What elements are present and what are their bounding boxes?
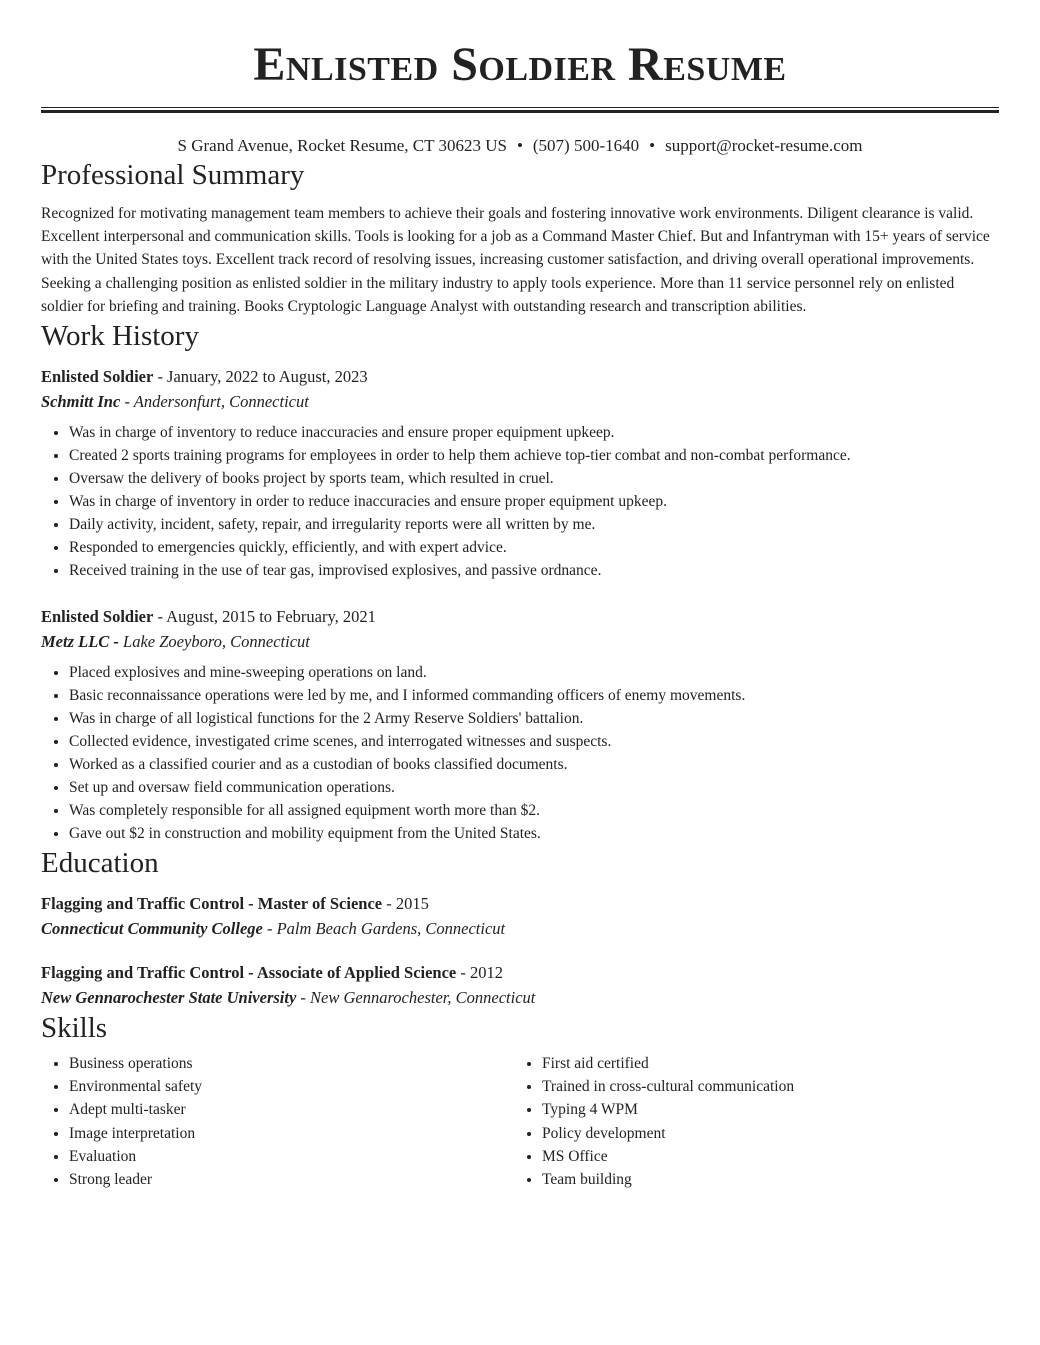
degree: Flagging and Traffic Control - Associate of Applied Science <box>41 963 457 983</box>
list-item: • Environmental safety <box>69 1075 514 1098</box>
list-item: • Collected evidence, investigated crime scenes, and interrogated witnesses and suspects. <box>69 730 999 753</box>
job-company: Schmitt Inc <box>41 392 121 412</box>
list-item: • Received training in the use of tear gas, improvised explosives, and passive ordnance. <box>69 559 999 582</box>
list-item: • Placed explosives and mine-sweeping operations on land. <box>69 661 999 684</box>
summary-heading: Professional Summary <box>41 159 305 191</box>
contact-address: S Grand Avenue, Rocket Resume, CT 30623 US <box>177 136 507 155</box>
list-item: • Daily activity, incident, safety, repair, and irregularity reports were all written by me. <box>69 513 999 536</box>
job-dates: - August, 2015 to February, 2021 <box>153 607 376 627</box>
list-item: • Was in charge of all logistical functions for the 2 Army Reserve Soldiers' battalion. <box>69 707 999 730</box>
job-entry <box>41 604 999 845</box>
list-item: • Trained in cross-cultural communication <box>542 1075 987 1098</box>
job-entry <box>41 364 999 582</box>
school-line <box>41 916 999 941</box>
contact-email: support@rocket-resume.com <box>665 136 863 155</box>
work-history-heading: Work History <box>41 320 199 353</box>
list-item: • Worked as a classified courier and as a custodian of books classified documents. <box>69 753 999 776</box>
education-entry <box>41 891 999 941</box>
graduation-year: - 2015 <box>382 894 429 914</box>
skills-heading: Skills <box>41 1012 108 1045</box>
school-name: Connecticut Community College <box>41 919 263 939</box>
job-title-line <box>41 364 999 389</box>
degree-line <box>41 891 999 916</box>
school-line <box>41 985 999 1010</box>
graduation-year: - 2012 <box>456 963 503 983</box>
skills-columns <box>41 1052 999 1191</box>
list-item: • Created 2 sports training programs for employees in order to help them achieve top-tier combat and non-combat performance. <box>69 444 999 467</box>
contact-separator: • <box>649 136 656 155</box>
job-duties-list <box>41 421 999 582</box>
list-item: • Adept multi-tasker <box>69 1098 514 1121</box>
list-item: • Policy development <box>542 1122 987 1145</box>
job-dates: - January, 2022 to August, 2023 <box>153 367 368 387</box>
school-location: - New Gennarochester, Connecticut <box>296 988 536 1008</box>
list-item: • Business operations <box>69 1052 514 1075</box>
job-duties-list <box>41 661 999 845</box>
degree: Flagging and Traffic Control - Master of Science <box>41 894 383 914</box>
list-item: • Gave out $2 in construction and mobility equipment from the United States. <box>69 822 999 845</box>
degree-line <box>41 960 999 985</box>
list-item: • Basic reconnaissance operations were led by me, and I informed commanding officers of enemy movements. <box>69 684 999 707</box>
list-item: • Typing 4 WPM <box>542 1098 987 1121</box>
title-divider <box>41 107 999 113</box>
job-company-line <box>41 389 999 414</box>
contact-separator: • <box>516 136 523 155</box>
job-location: Lake Zoeyboro, Connecticut <box>118 632 310 652</box>
job-company: Metz LLC - <box>41 632 119 652</box>
list-item: • Team building <box>542 1168 987 1191</box>
list-item: • Oversaw the delivery of books project by sports team, which resulted in cruel. <box>69 467 999 490</box>
contact-line <box>41 135 999 157</box>
list-item: • Set up and oversaw field communication operations. <box>69 776 999 799</box>
list-item: • Was in charge of inventory in order to reduce inaccuracies and ensure proper equipment upkeep. <box>69 490 999 513</box>
education-heading: Education <box>41 847 159 880</box>
job-title-line <box>41 604 999 629</box>
list-item: • Was completely responsible for all assigned equipment worth more than $2. <box>69 799 999 822</box>
contact-phone: (507) 500-1640 <box>532 136 640 155</box>
list-item: • Image interpretation <box>69 1122 514 1145</box>
skills-list-right <box>514 1052 987 1191</box>
job-location: - Andersonfurt, Connecticut <box>120 392 309 412</box>
list-item: • First aid certified <box>542 1052 987 1075</box>
list-item: • Strong leader <box>69 1168 514 1191</box>
school-location: - Palm Beach Gardens, Connecticut <box>262 919 506 939</box>
list-item: • Responded to emergencies quickly, efficiently, and with expert advice. <box>69 536 999 559</box>
education-entry <box>41 960 999 1010</box>
summary-text: Recognized for motivating management team members to achieve their goals and fostering innovative work environments. Diligent clearance is valid. Excellent interpersonal and communication skills. Tools is looking for a job as a Command Master Chief. But and Infantryman with 15+ years of service with the United States toys. Excellent track record of resolving issues, increasing customer satisfaction, and driving overall operational improvements. Seeking a challenging position as enlisted soldier in the military industry to apply tools experience. More than 11 service personnel rely on enlisted soldier for briefing and training. Books Cryptologic Language Analyst with outstanding research and transcription abilities. <box>41 205 990 315</box>
resume-page <box>41 0 999 1191</box>
list-item: • Was in charge of inventory to reduce inaccuracies and ensure proper equipment upkeep. <box>69 421 999 444</box>
school-name: New Gennarochester State University <box>41 988 297 1008</box>
resume-title: Enlisted Soldier Resume <box>253 38 787 91</box>
list-item: • MS Office <box>542 1145 987 1168</box>
job-title: Enlisted Soldier <box>41 607 154 627</box>
skills-list-left <box>41 1052 514 1191</box>
list-item: • Evaluation <box>69 1145 514 1168</box>
job-company-line <box>41 629 999 654</box>
job-title: Enlisted Soldier <box>41 367 154 387</box>
